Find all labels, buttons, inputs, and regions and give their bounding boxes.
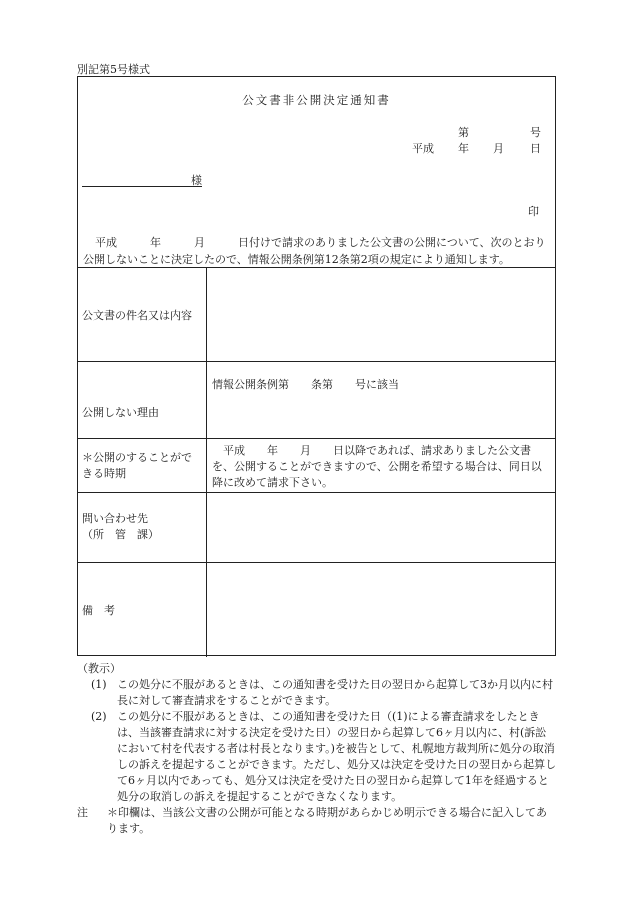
- table-row: [77, 563, 556, 657]
- reason-label: 公開しない理由: [77, 362, 207, 439]
- footnote-text: ＊印欄は、当該公文書の公開が可能となる時期があらかじめ明示できる場合に記入してあります。: [107, 806, 547, 835]
- disclosure-period-label: ＊公開のすることができる時期: [77, 439, 207, 493]
- reason-field: 情報公開条例第 条第 号に該当: [207, 362, 557, 439]
- instructions-heading: （教示）: [77, 662, 121, 675]
- date-era: 平成: [412, 142, 434, 155]
- contact-label: 問い合わせ先 （所 管 課）: [77, 493, 207, 563]
- remarks-label: 備 考: [77, 563, 207, 657]
- document-subject-label: 公文書の件名又は内容: [77, 268, 207, 362]
- instructions-section: [77, 661, 557, 837]
- instruction-item: [77, 709, 557, 805]
- instruction-item: [77, 677, 557, 709]
- intro-year: 年: [150, 236, 161, 249]
- intro-paragraph: [83, 234, 553, 268]
- addressee-suffix: 様: [191, 174, 202, 187]
- remarks-field: [207, 563, 557, 657]
- instruction-text: この処分に不服があるときは、この通知書を受けた日の翌日から起算して3か月以内に村長に対して審査請求をすることができます。: [117, 678, 553, 707]
- notice-form-frame: [77, 76, 556, 656]
- intro-text: 日付けで請求のありました公文書の公開について、次のとおり公開しないことに決定したので、情報公開条例第12条第2項の規定により通知します。: [83, 236, 546, 266]
- seal-mark: 印: [528, 205, 539, 218]
- table-row: [77, 439, 556, 493]
- disclosure-period-field: 平成 年 月 日以降であれば、請求ありました公文書を、公開することができますので、公開を希望する場合は、同日以降に改めて請求下さい。: [207, 439, 557, 493]
- table-row: [77, 268, 556, 362]
- instruction-number: (1): [91, 678, 107, 691]
- intro-era: 平成: [95, 236, 117, 249]
- instruction-text: この処分に不服があるときは、この通知書を受けた日（(1)による審査請求をしたときは、当該審査請求に対する決定を受けた日）の翌日から起算して6ヶ月以内に、村(訴訟において村を代表する者は村長となります。)を被告として、札幌地方裁判所に処分の取消しの訴えを提起することができます。ただし、処分又は決定を受けた日の翌日から起算して6ヶ月以内であっても、処分又は決定を受けた日の翌日から起算して1年を経過すると処分の取消しの訴えを提起することができなくなります。: [117, 710, 557, 803]
- footnote-mark: 注: [77, 806, 88, 819]
- footnote: [77, 805, 557, 837]
- number-suffix: 号: [530, 126, 541, 139]
- form-number-label: 別記第5号様式: [77, 63, 150, 76]
- date-year: 年: [458, 142, 469, 155]
- addressee-line: [82, 172, 202, 187]
- number-prefix: 第: [458, 126, 469, 139]
- notice-table: [77, 267, 556, 657]
- date-day: 日: [530, 142, 541, 155]
- intro-month: 月: [194, 236, 205, 249]
- table-row: [77, 493, 556, 563]
- instruction-number: (2): [91, 710, 107, 723]
- document-title: 公文書非公開決定通知書: [242, 93, 391, 107]
- contact-field: [207, 493, 557, 563]
- document-subject-field: [207, 268, 557, 362]
- date-month: 月: [493, 142, 504, 155]
- table-row: [77, 362, 556, 439]
